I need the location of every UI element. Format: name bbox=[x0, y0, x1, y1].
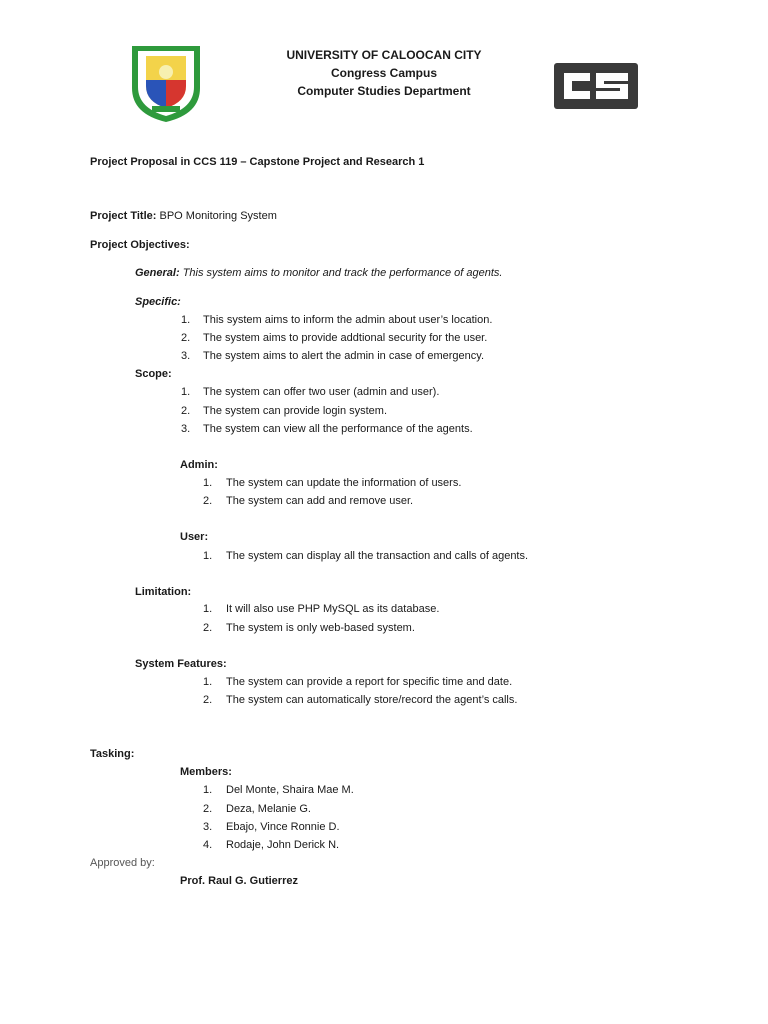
scope-item: The system can offer two user (admin and user). bbox=[203, 386, 440, 398]
user-item: The system can display all the transaction and calls of agents. bbox=[226, 550, 529, 562]
limitation-heading: Limitation: bbox=[135, 586, 192, 598]
campus-name: Congress Campus bbox=[330, 66, 438, 80]
university-seal-logo bbox=[126, 42, 206, 126]
list-number: 3. bbox=[203, 821, 213, 833]
features-heading: System Features: bbox=[135, 658, 227, 670]
approver-name: Prof. Raul G. Gutierrez bbox=[180, 875, 298, 887]
general-objective bbox=[135, 265, 502, 281]
project-title-value: BPO Monitoring System bbox=[159, 210, 277, 222]
project-title-row bbox=[90, 208, 277, 224]
list-number: 2. bbox=[203, 495, 213, 507]
scope-heading: Scope: bbox=[135, 368, 172, 380]
limitation-item: The system is only web-based system. bbox=[226, 622, 415, 634]
tasking-heading: Tasking: bbox=[90, 748, 135, 760]
department-name: Computer Studies Department bbox=[297, 84, 471, 98]
list-number: 1. bbox=[181, 314, 191, 326]
list-number: 1. bbox=[203, 784, 213, 796]
list-number: 2. bbox=[181, 405, 191, 417]
list-number: 1. bbox=[203, 603, 213, 615]
user-heading: User: bbox=[180, 531, 209, 543]
general-label: General: bbox=[135, 267, 180, 279]
list-number: 2. bbox=[203, 622, 213, 634]
specific-item: The system aims to provide addtional security for the user. bbox=[203, 332, 488, 344]
list-number: 2. bbox=[203, 694, 213, 706]
project-title-label: Project Title: bbox=[90, 210, 157, 222]
list-number: 1. bbox=[181, 386, 191, 398]
list-number: 3. bbox=[181, 350, 191, 362]
list-number: 2. bbox=[203, 803, 213, 815]
specific-item: The system aims to alert the admin in case of emergency. bbox=[203, 350, 485, 362]
list-number: 3. bbox=[181, 423, 191, 435]
list-number: 1. bbox=[203, 676, 213, 688]
list-number: 2. bbox=[181, 332, 191, 344]
admin-item: The system can update the information of users. bbox=[226, 477, 462, 489]
feature-item: The system can provide a report for specific time and date. bbox=[226, 676, 513, 688]
university-name: UNIVERSITY OF CALOOCAN CITY bbox=[286, 48, 482, 62]
specific-item: This system aims to inform the admin about user’s location. bbox=[203, 314, 493, 326]
specific-heading: Specific: bbox=[135, 296, 181, 308]
general-text: This system aims to monitor and track the performance of agents. bbox=[182, 267, 503, 279]
member-item: Del Monte, Shaira Mae M. bbox=[226, 784, 354, 796]
proposal-title: Project Proposal in CCS 119 – Capstone Project and Research 1 bbox=[90, 156, 425, 168]
scope-item: The system can provide login system. bbox=[203, 405, 388, 417]
admin-heading: Admin: bbox=[180, 459, 218, 471]
list-number: 4. bbox=[203, 839, 213, 851]
scope-item: The system can view all the performance of the agents. bbox=[203, 423, 473, 435]
list-number: 1. bbox=[203, 550, 213, 562]
member-item: Rodaje, John Derick N. bbox=[226, 839, 340, 851]
members-heading: Members: bbox=[180, 766, 232, 778]
objectives-heading: Project Objectives: bbox=[90, 239, 190, 251]
member-item: Deza, Melanie G. bbox=[226, 803, 311, 815]
cs-department-logo bbox=[554, 63, 638, 109]
admin-item: The system can add and remove user. bbox=[226, 495, 414, 507]
member-item: Ebajo, Vince Ronnie D. bbox=[226, 821, 340, 833]
feature-item: The system can automatically store/record the agent’s calls. bbox=[226, 694, 518, 706]
approved-by-label: Approved by: bbox=[90, 857, 155, 869]
limitation-item: It will also use PHP MySQL as its database. bbox=[226, 603, 440, 615]
list-number: 1. bbox=[203, 477, 213, 489]
